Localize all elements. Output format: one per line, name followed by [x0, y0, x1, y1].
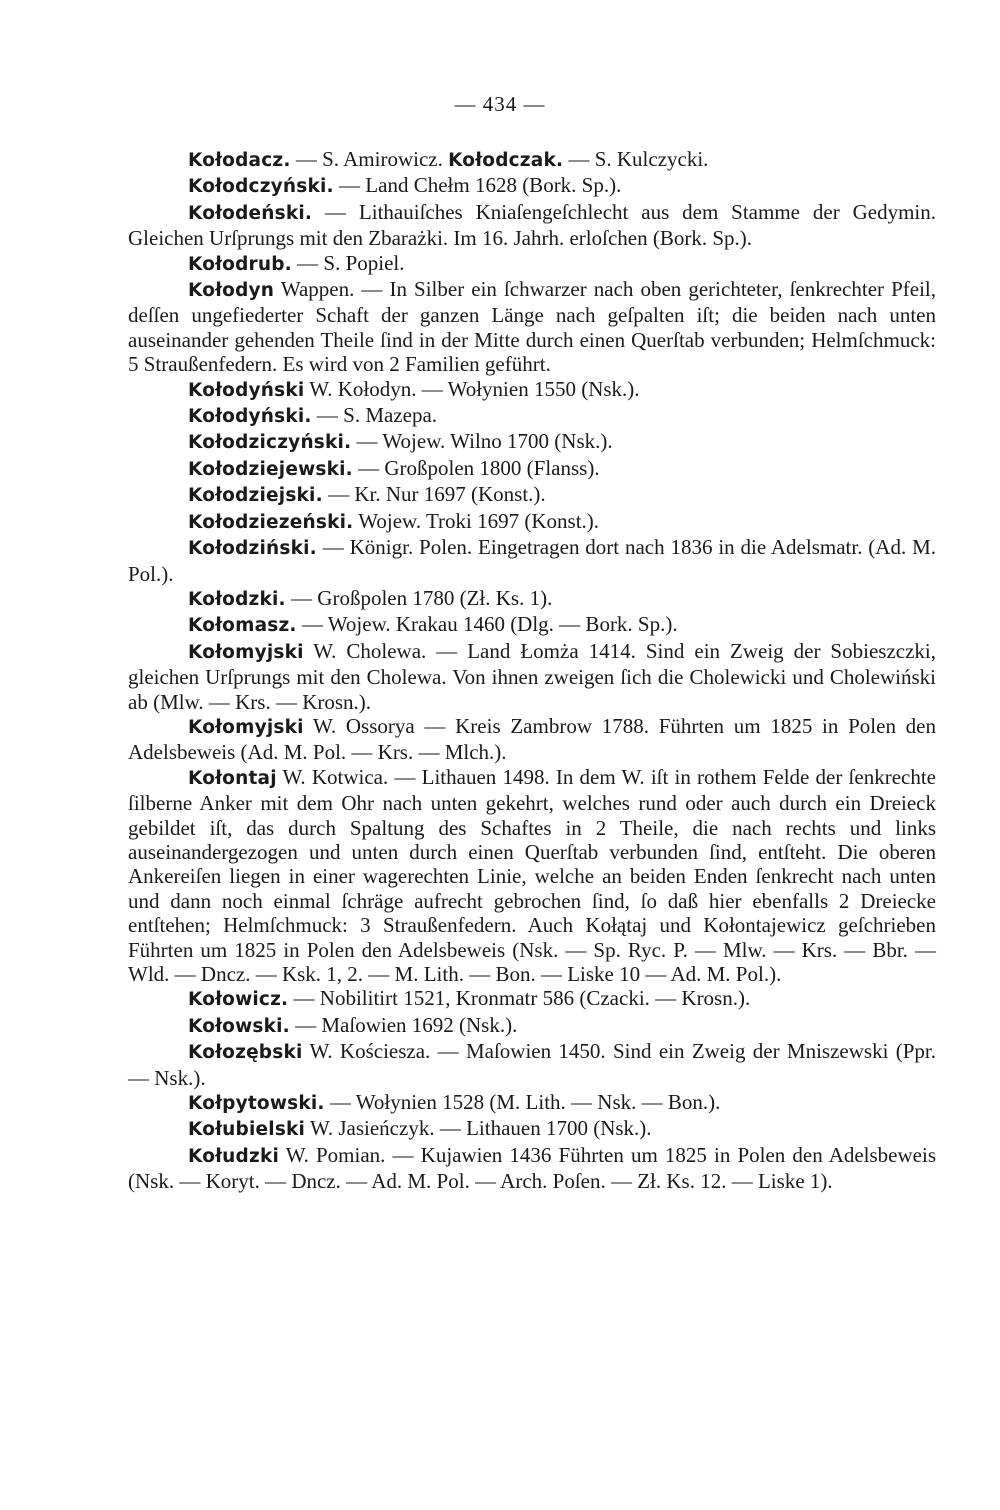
entry-text: — S. Kulczycki.: [563, 147, 709, 171]
entry-headword: Kołodzki.: [188, 588, 286, 610]
entry-text: — Wołynien 1528 (M. Lith. — Nsk. — Bon.).: [324, 1090, 721, 1115]
entry-headword: Kołodziezeński.: [188, 511, 354, 533]
entry: [128, 509, 936, 535]
entry: [128, 1039, 936, 1090]
entry-text: — Großpolen 1800 (Flanss).: [352, 455, 600, 480]
entry-headword: Kołubielski: [188, 1119, 306, 1141]
entry-headword: Kołodyński.: [188, 406, 312, 428]
entry-headword: Kołodyn: [188, 280, 275, 302]
entry-headword: Kołomyjski: [188, 716, 304, 738]
entry-text: — Land Chełm 1628 (Bork. Sp.).: [333, 173, 622, 198]
entry-text: W. Kołodyn. — Wołynien 1550 (Nsk.).: [304, 376, 640, 401]
entry-text: W. Jasieńczyk. — Lithauen 1700 (Nsk.).: [305, 1116, 652, 1141]
entry-headword: Kołomasz.: [188, 615, 297, 637]
entry: [128, 612, 936, 638]
entry-headword: Kołodziejski.: [188, 485, 323, 507]
entry-text: — Großpolen 1780 (Zł. Ks. 1).: [285, 585, 553, 610]
entry-text: — Nobilitirt 1521, Kronmatr 586 (Czacki. — Krosn.).: [288, 986, 751, 1011]
entry-headword: Kołodczak.: [448, 150, 564, 171]
entry: [128, 482, 936, 508]
entry: [128, 535, 936, 586]
entry: [128, 1143, 936, 1194]
entry-text: — S. Popiel.: [291, 250, 405, 275]
entry-headword: Kołowski.: [188, 1015, 290, 1037]
entry-text: — Kr. Nur 1697 (Konst.).: [322, 482, 546, 507]
entry-headword: Kołudzki: [188, 1145, 280, 1167]
entry: [128, 277, 936, 377]
entry: [128, 403, 936, 429]
entry-headword: Kołowicz.: [188, 989, 289, 1011]
entry: [128, 714, 936, 765]
entry-text: — S. Mazepa.: [311, 403, 438, 428]
entry-headword: Kołodziczyński.: [188, 432, 352, 454]
entry-text: Wojew. Troki 1697 (Konst.).: [353, 508, 600, 533]
page-number: — 434 —: [454, 92, 546, 116]
entry: [128, 429, 936, 455]
entry-text: — Maſowien 1692 (Nsk.).: [289, 1012, 518, 1037]
entry-headword: Kołomyjski: [188, 641, 304, 663]
entry: [128, 765, 936, 987]
entry-headword: Kołodyński: [188, 379, 305, 401]
entry-headword: Kołodziejewski.: [188, 458, 353, 480]
entry: [128, 377, 936, 403]
entry: [128, 1013, 936, 1039]
entry-text: Wappen. — In Silber ein ſchwarzer nach oben gerichteter, ſenkrechter Pfeil, deſſen ungefiederter Schaft der ganzen Länge nach geſpalten iſt; die beiden nach unten auseinander gehenden Theile ſind in der Mitte durch einen Querſtab verbunden; Helmſchmuck: 5 Straußenfedern. Es wird von 2 Familien geführt.: [128, 277, 936, 377]
entry-text: — Königr. Polen. Eingetragen dort nach 1836 in die Adelsmatr. (Ad. M. Pol.).: [128, 535, 936, 586]
entry-headword: Kołpytowski.: [188, 1093, 325, 1115]
entry: [128, 1090, 936, 1116]
entry-text: — Wojew. Krakau 1460 (Dlg. — Bork. Sp.).: [296, 612, 678, 637]
entry: [128, 173, 936, 199]
entry-text: W. Pomian. — Kujawien 1436 Führten um 1825 in Polen den Adelsbeweis (Nsk. — Koryt. — Dncz. — Ad. M. Pol. — Arch. Poſen. — Zł. Ks. 12. — Liske 1).: [128, 1142, 936, 1194]
entry: [128, 639, 936, 714]
entry-text: W. Kościesza. — Maſowien 1450. Sind ein Zweig der Mniszewski (Ppr. — Nsk.).: [128, 1039, 936, 1090]
entry-text: — Lithauiſches Kniaſengeſchlecht aus dem Stamme der Gedymin. Gleichen Urſprungs mit den Zbarażki. Im 16. Jahrh. erloſchen (Bork. Sp.).: [128, 199, 936, 251]
entry-text: W. Ossorya — Kreis Zambrow 1788. Führten um 1825 in Polen den Adelsbeweis (Ad. M. Pol. — Krs. — Mlch.).: [128, 713, 936, 765]
entry: [128, 986, 936, 1012]
entry-headword: Kołozębski: [188, 1042, 303, 1064]
entry-headword: Kołodeński.: [188, 202, 313, 224]
entry: [128, 456, 936, 482]
entry-text: — Wojew. Wilno 1700 (Nsk.).: [351, 429, 613, 454]
entry-text: W. Kotwica. — Lithauen 1498. In dem W. iſt in rothem Felde der ſenkrechte ſilberne Anker mit dem Ohr nach unten gekehrt, welches rund oder auch durch ein Dreieck gebildet iſt, das durch Spaltung des Schaftes in 2 Theile, die nach rechts und links auseinandergezogen und unten durch einen Querſtab verbunden ſind, entſteht. Die oberen Ankereiſen liegen in einer wagerechten Linie, welche an beiden Enden ſenkrecht nach unten und dann noch einmal ſchräge aufrecht gebrochen ſind, ſo daß hier ebenfalls 2 Dreiecke entſtehen; Helmſchmuck: 3 Straußenfedern. Auch Kołątaj und Kołontajewicz geſchrieben Führten um 1825 in Polen den Adelsbeweis (Nsk. — Sp. Ryc. P. — Mlw. — Krs. — Bbr. — Wld. — Dncz. — Ksk. 1, 2. — M. Lith. — Bon. — Liske 10 — Ad. M. Pol.).: [128, 764, 936, 986]
entry: [128, 200, 936, 251]
entry: [128, 1116, 936, 1142]
entry-headword: Kołodczyński.: [188, 176, 334, 198]
entry: [128, 147, 936, 173]
entry-headword: Kołodrub.: [188, 253, 292, 275]
entry-headword: Kołontaj: [188, 767, 277, 789]
entry-text: — S. Amirowicz.: [290, 147, 449, 171]
entry-headword: Kołodacz.: [188, 150, 291, 171]
entry-list: [128, 147, 936, 1194]
entry-text: W. Cholewa. — Land Łomża 1414. Sind ein Zweig der Sobieszczki, gleichen Urſprungs mit den Cholewa. Von ihnen zweigen ſich die Cholewicki und Cholewiński ab (Mlw. — Krs. — Krosn.).: [128, 638, 936, 714]
entry: [128, 251, 936, 277]
entry: [128, 586, 936, 612]
entry-headword: Kołodziński.: [188, 538, 317, 560]
